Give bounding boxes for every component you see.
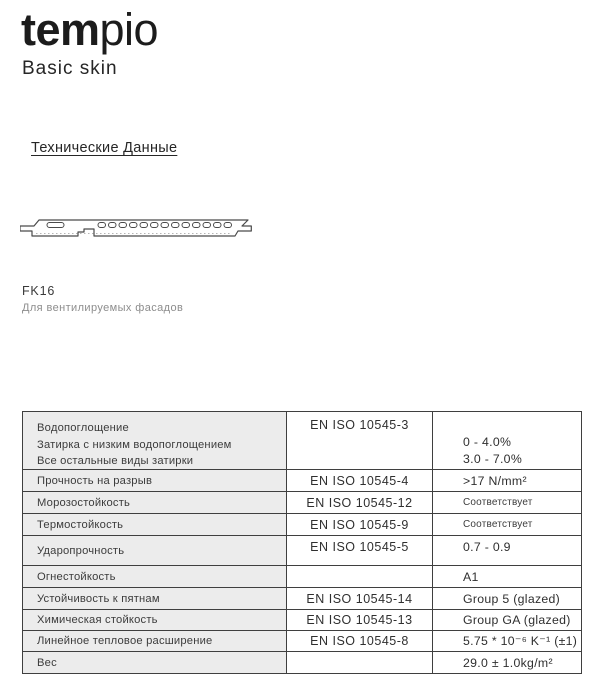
- property-label: Все остальные виды затирки: [37, 455, 194, 467]
- value-text: Group 5 (glazed): [463, 591, 561, 606]
- value-text: A1: [463, 569, 479, 584]
- value-text: 0.7 - 0.9: [463, 540, 511, 554]
- value-text: 3.0 - 7.0%: [463, 452, 523, 466]
- brand-logo-light: pio: [99, 4, 159, 55]
- brand-logo: [21, 5, 158, 55]
- standard-label: EN ISO 10545-14: [306, 591, 413, 606]
- spec-table: [22, 411, 582, 674]
- table-row-stain-resistance: [23, 587, 581, 609]
- property-label: Термостойкость: [37, 518, 124, 531]
- standard-label: EN ISO 10545-3: [310, 418, 409, 432]
- value-cell: [433, 412, 581, 469]
- value-cell: [433, 514, 581, 535]
- value-cell: [433, 470, 581, 491]
- standard-cell: [287, 566, 433, 587]
- standard-label: EN ISO 10545-13: [306, 613, 413, 627]
- standard-label: EN ISO 10545-9: [310, 517, 409, 532]
- property-label: Затирка с низким водопоглощением: [37, 438, 232, 451]
- standard-label: EN ISO 10545-4: [310, 473, 409, 488]
- property-label: Морозостойкость: [37, 496, 131, 509]
- value-cell: [433, 610, 581, 630]
- value-cell: [433, 566, 581, 587]
- standard-label: EN ISO 10545-5: [310, 540, 409, 554]
- property-label: Вес: [37, 656, 57, 669]
- value-text: Group GA (glazed): [463, 613, 571, 627]
- standard-cell: [287, 470, 433, 491]
- standard-cell: [287, 631, 433, 651]
- standard-cell: [287, 652, 433, 673]
- property-label: Химическая стойкость: [37, 614, 158, 626]
- standard-cell: [287, 588, 433, 609]
- property-cell: [23, 412, 287, 469]
- value-text: 0 - 4.0%: [463, 435, 512, 449]
- value-cell: [433, 588, 581, 609]
- property-cell: [23, 652, 287, 673]
- table-row-chemical-resistance: [23, 609, 581, 630]
- property-label: Огнестойкость: [37, 570, 116, 583]
- brand-logo-bold: tem: [21, 4, 100, 55]
- panel-profile-drawing: [20, 213, 252, 246]
- property-label: Водопоглощение: [37, 422, 129, 434]
- property-label: Прочность на разрыв: [37, 474, 153, 487]
- value-text: 29.0 ± 1.0kg/m²: [463, 655, 553, 670]
- table-row-thermal-expansion: [23, 630, 581, 651]
- property-cell: [23, 492, 287, 513]
- property-cell: [23, 631, 287, 651]
- table-row-tensile-strength: [23, 469, 581, 491]
- panel-cross-section-icon: [20, 213, 252, 241]
- standard-label: EN ISO 10545-12: [306, 495, 413, 510]
- table-row-frost-resistance: [23, 491, 581, 513]
- table-row-thermal-resistance: [23, 513, 581, 535]
- section-heading: Технические Данные: [31, 140, 178, 156]
- product-description: Для вентилируемых фасадов: [22, 302, 184, 314]
- product-line-subtitle: Basic skin: [22, 58, 118, 79]
- standard-cell: [287, 610, 433, 630]
- value-cell: [433, 631, 581, 651]
- value-cell: [433, 492, 581, 513]
- table-row-impact-resistance: [23, 535, 581, 565]
- property-label: Устойчивость к пятнам: [37, 592, 160, 605]
- product-code: FK16: [22, 284, 56, 298]
- property-cell: [23, 566, 287, 587]
- property-cell: [23, 588, 287, 609]
- standard-cell: [287, 492, 433, 513]
- property-label: Ударопрочность: [37, 544, 125, 557]
- standard-label: EN ISO 10545-8: [310, 634, 409, 648]
- property-cell: [23, 536, 287, 565]
- value-text: >17 N/mm²: [463, 473, 527, 488]
- property-label: Линейное тепловое расширение: [37, 635, 213, 647]
- value-cell: [433, 536, 581, 565]
- standard-cell: [287, 536, 433, 565]
- property-cell: [23, 610, 287, 630]
- property-cell: [23, 470, 287, 491]
- standard-cell: [287, 412, 433, 469]
- table-row-weight: [23, 651, 581, 673]
- value-cell: [433, 652, 581, 673]
- table-row-fire-resistance: [23, 565, 581, 587]
- value-text: Соответствует: [463, 497, 533, 508]
- property-cell: [23, 514, 287, 535]
- value-text: Соответствует: [463, 519, 533, 530]
- table-row-water-absorption: [23, 412, 581, 469]
- standard-cell: [287, 514, 433, 535]
- value-text: 5.75 * 10⁻⁶ K⁻¹ (±1): [463, 634, 578, 648]
